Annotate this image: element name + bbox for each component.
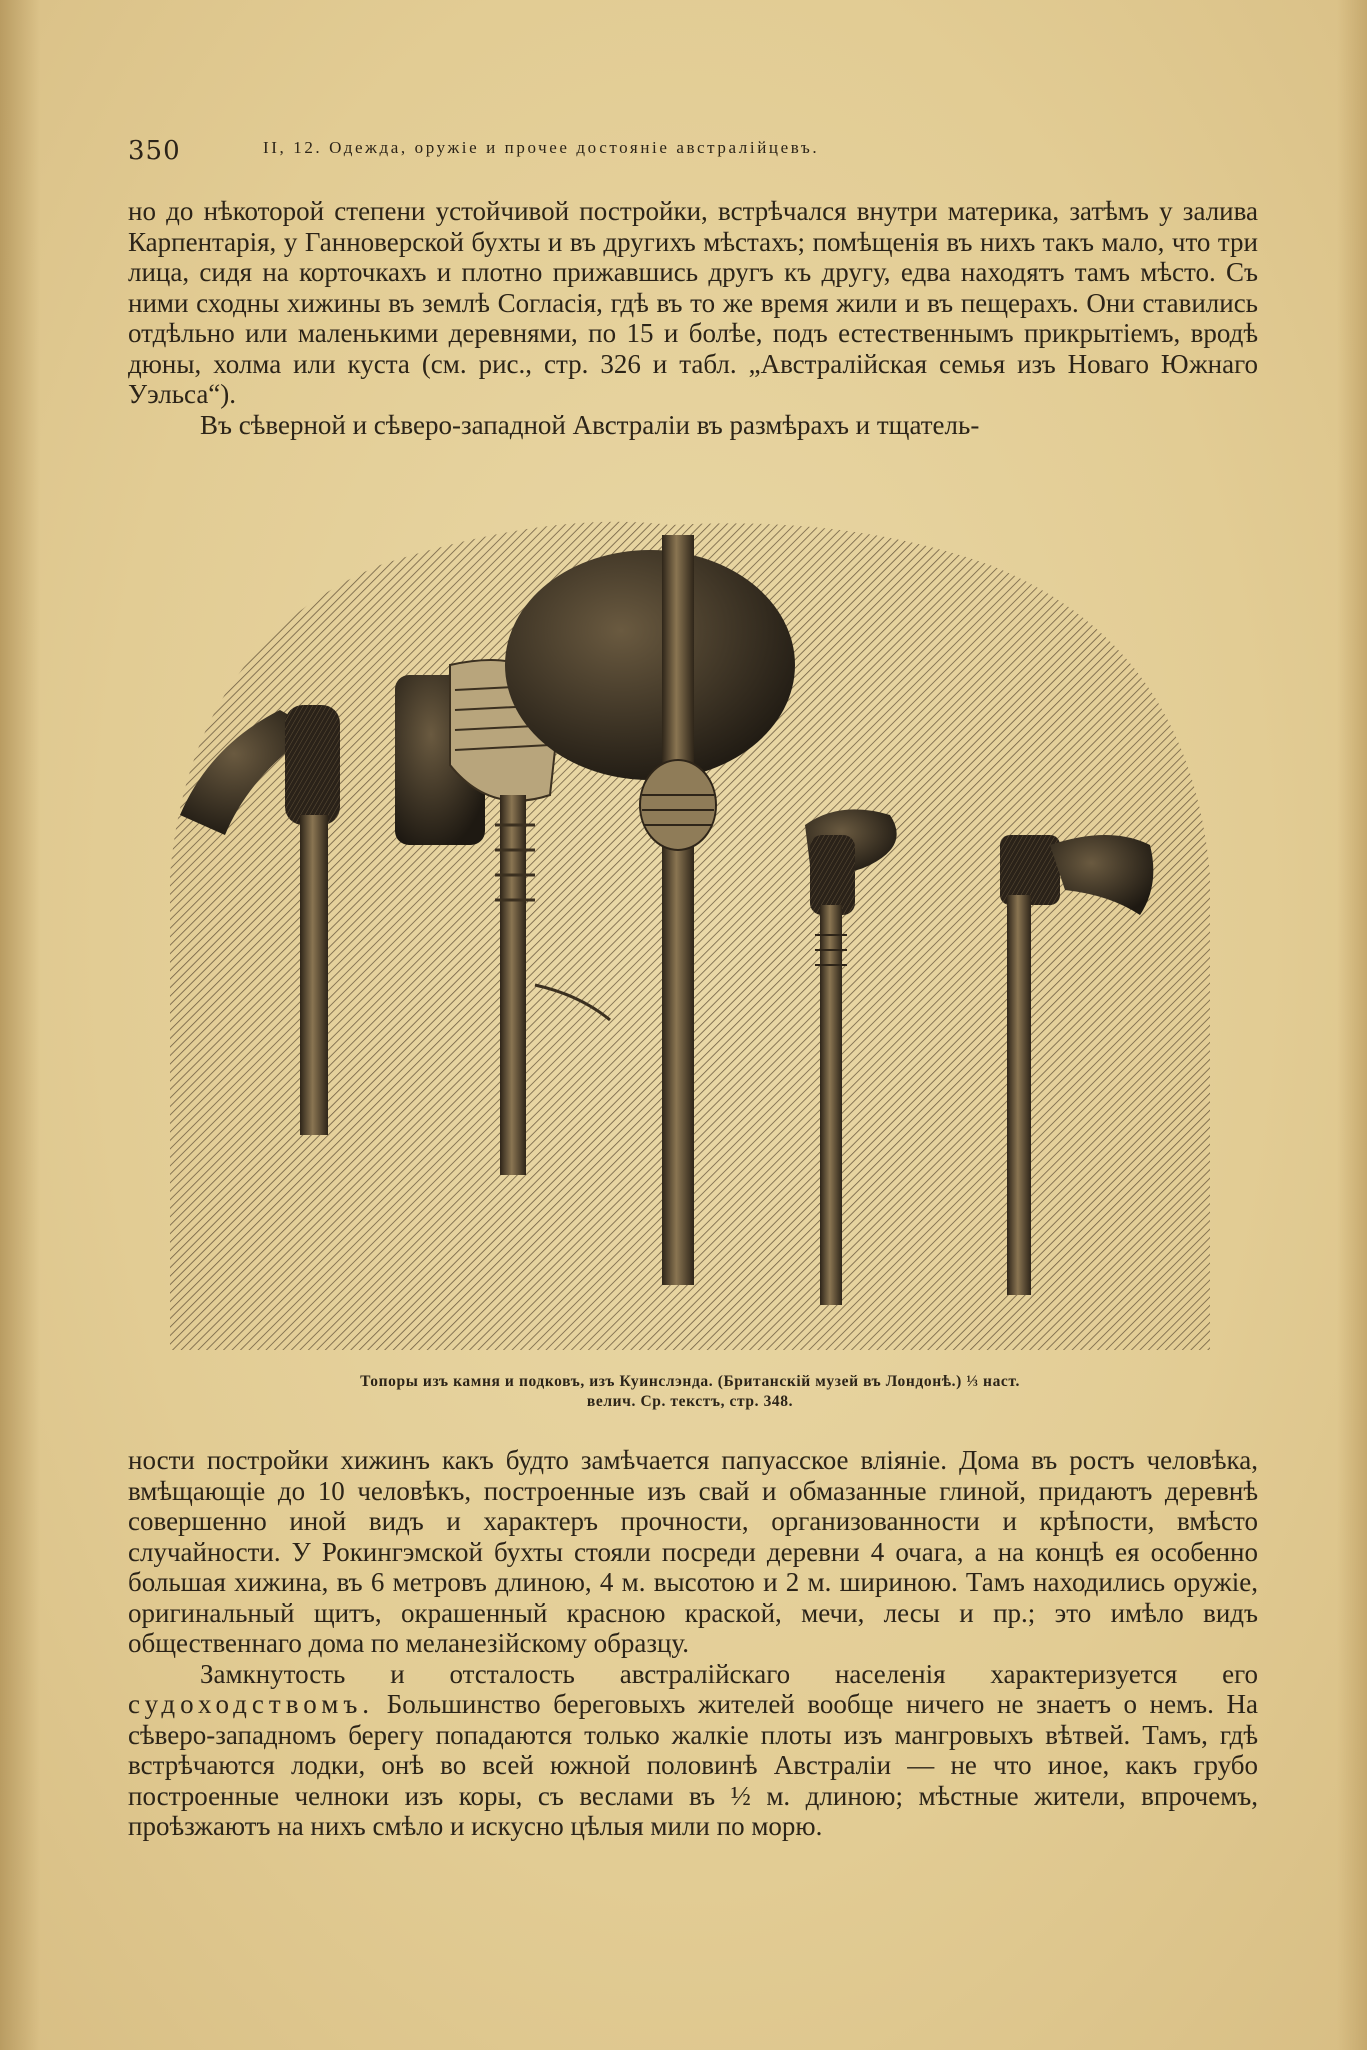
page-number: 350 bbox=[128, 136, 181, 166]
caption-line-2: велич. Ср. текстъ, стр. 348. bbox=[586, 1393, 794, 1410]
paragraph: но до нѣкоторой степени устойчивой постройки, встрѣчался внутри материка, затѣмъ у залива Карпентарія, у Ганноверской бухты и въ другихъ мѣстахъ; помѣщенія въ нихъ такъ мало, что три лица, сидя на корточкахъ и плотно прижавшись другъ къ другу, едва находятъ тамъ мѣсто. Съ ними сходны хижины въ землѣ Согласія, гдѣ въ то же время жили и въ пещерахъ. Они ставились отдѣльно или маленькими деревнями, по 15 и болѣе, подъ естественнымъ прикрытіемъ, вродѣ дюны, холма или куста (см. рис., стр. 326 и табл. „Австралійская семья изъ Новаго Южнаго Уэльса“). bbox=[128, 196, 1258, 409]
paragraph: ности постройки хижинъ какъ будто замѣчается папуасское вліяніе. Дома въ ростъ человѣка, вмѣщающіе до 10 человѣкъ, построенные изъ свай и обмазанные глиной, придаютъ деревнѣ совершенно иной видъ и характеръ прочности, организованности и крѣпости, вмѣсто случайности. У Рокингэмской бухты стояли посреди деревни 4 очага, а на концѣ ея особенно большая хижина, въ 6 метровъ длиною, 4 м. высотою и 2 м. шириною. Тамъ находились оружіе, оригинальный щитъ, окрашенный красною краской, мечи, лесы и пр.; это имѣло видъ общественнаго дома по меланезійскому образцу. bbox=[128, 1445, 1258, 1658]
running-head-title: II, 12. Одежда, оружіе и прочее достояніе австралійцевъ. bbox=[263, 138, 820, 157]
engraving-stone-axes bbox=[150, 515, 1230, 1360]
paragraph-start: Замкнутость и отсталость австралійскаго населенія характеризуется его bbox=[200, 1658, 1258, 1689]
text-block-top bbox=[128, 196, 1258, 440]
emphasized-word: судоходствомъ. bbox=[128, 1689, 375, 1719]
text-block-bottom bbox=[128, 1445, 1258, 1842]
axes-illustration bbox=[150, 515, 1230, 1360]
paragraph bbox=[128, 1659, 1258, 1842]
figure-caption bbox=[150, 1372, 1230, 1412]
running-head bbox=[128, 132, 1258, 172]
paragraph: Въ сѣверной и сѣверо-западной Австраліи въ размѣрахъ и тщатель- bbox=[200, 409, 980, 440]
paragraph-rest: Большинство береговыхъ жителей вообще ничего не знаетъ о немъ. На сѣверо-западномъ берегу попадаются только жалкіе плоты изъ мангровыхъ вѣтвей. Тамъ, гдѣ встрѣчаются лодки, онѣ во всей южной половинѣ Австраліи — не что иное, какъ грубо построенные челноки изъ коры, съ веслами въ ½ м. длиною; мѣстные жители, впрочемъ, проѣзжаютъ на нихъ смѣло и искусно цѣлыя мили по морю. bbox=[128, 1689, 1258, 1841]
caption-line-1: Топоры изъ камня и подковъ, изъ Куинслэнда. (Британскій музей въ Лондонѣ.) ⅓ наст. bbox=[360, 1373, 1020, 1390]
